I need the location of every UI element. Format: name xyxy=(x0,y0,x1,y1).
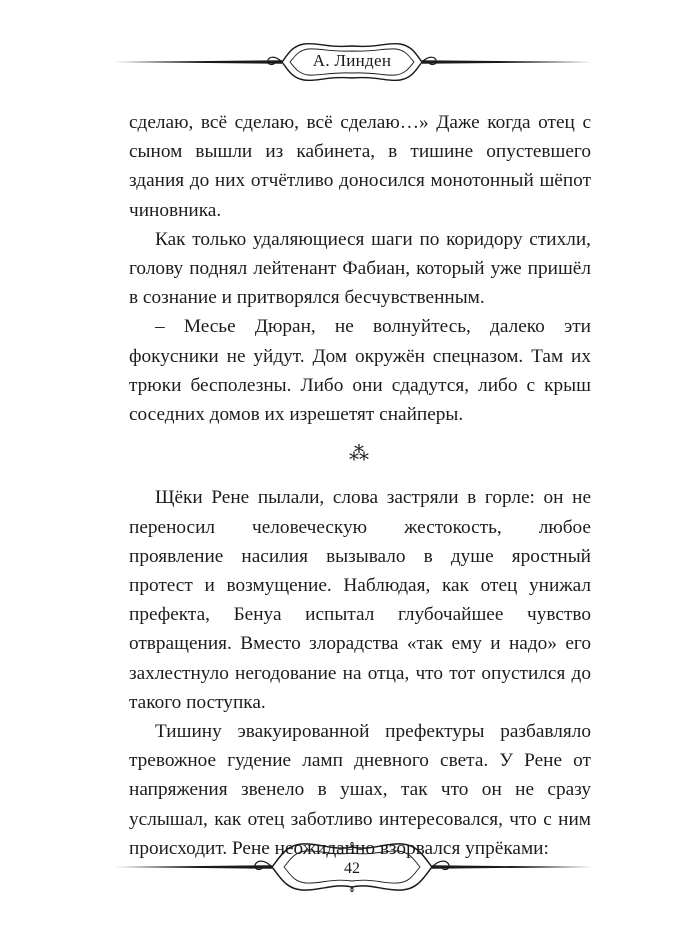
paragraphs-before-break xyxy=(129,108,591,429)
paragraphs-after-break xyxy=(129,483,591,863)
section-break-glyph: ⁂ xyxy=(349,443,371,466)
header-ornament xyxy=(112,34,592,90)
page-number: 42 xyxy=(344,860,360,877)
paragraph: Щёки Рене пылали, слова застряли в горле: он не переносил человеческую жестокость, любое проявление насилия вызывало в душе яростный протест и возмущение. Наблюдая, как отец унижал префекта, Бенуа испытал глубочайшее чувство отвращения. Вместо злорадства «так ему и надо» его захлестнуло негодование на отца, что тот опустился до такого поступка. xyxy=(129,487,591,713)
body-text xyxy=(129,108,591,863)
paragraph: сделаю, всё сделаю, всё сделаю…» Даже когда отец с сыном вышли из кабинета, в тишине опустевшего здания до них отчётливо доносился монотонный шёпот чиновника. xyxy=(129,112,591,221)
running-head: А. Линден xyxy=(312,51,392,70)
paragraph: – Месье Дюран, не волнуйтесь, далеко эти фокусники не уйдут. Дом окружён спецназом. Там их трюки бесполезны. Либо они сдадутся, либо с крыш соседних домов их изрешетят снайперы. xyxy=(129,316,591,426)
paragraph: Как только удаляющиеся шаги по коридору стихли, голову поднял лейтенант Фабиан, который уже пришёл в сознание и притворялся бесчувственным. xyxy=(129,228,591,309)
paragraph: Тишину эвакуированной префектуры разбавляло тревожное гудение ламп дневного света. У Рене от напряжения звенело в ушах, так что он не сразу услышал, как отец заботливо интересовался, что с ним происходит. Рене неожиданно взорвался упрёками: xyxy=(129,721,591,859)
footer-ornament xyxy=(112,835,592,899)
section-break xyxy=(129,440,591,469)
